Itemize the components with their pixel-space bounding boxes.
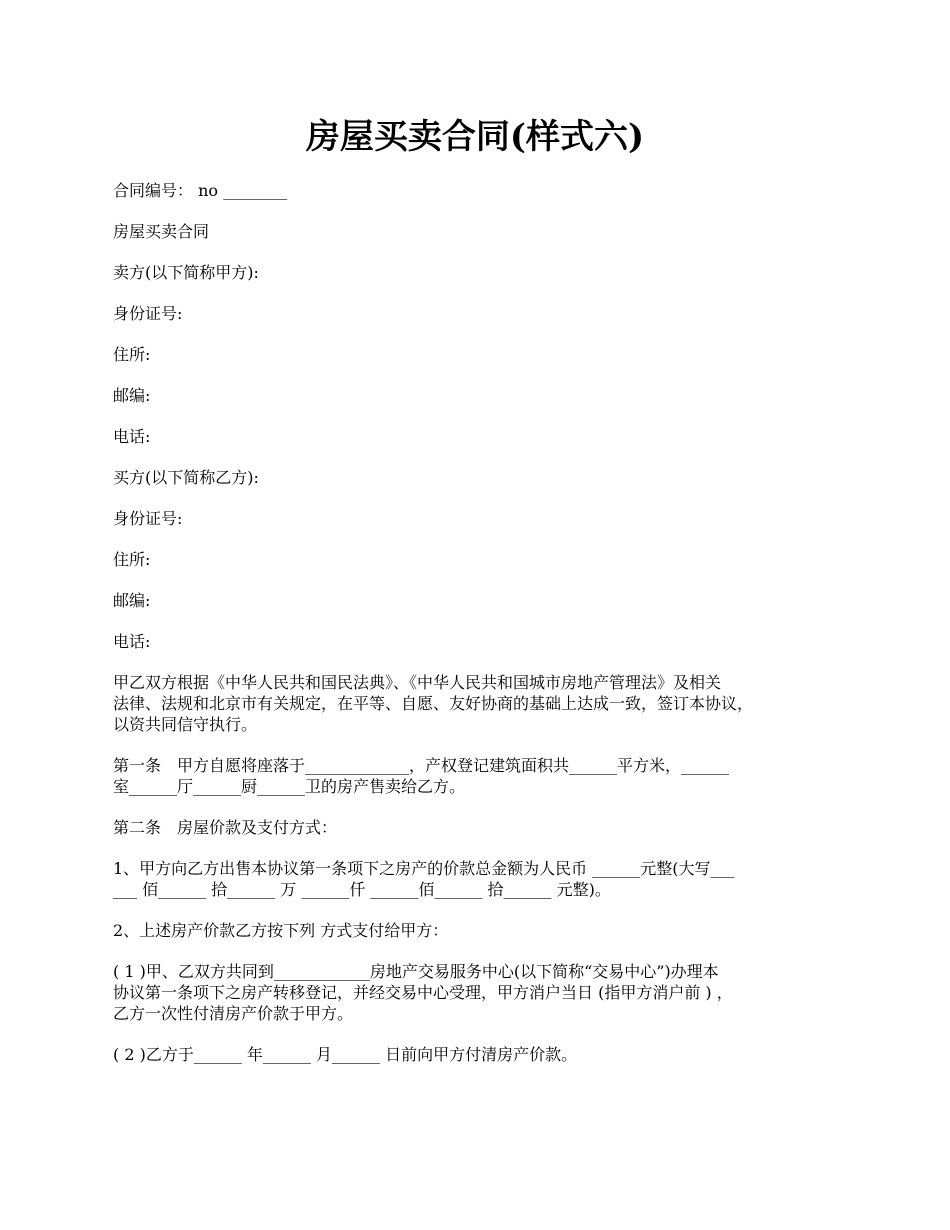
item-1-line: ___ 佰______ 拾______ 万 ______仟 ______佰______ 拾______ 元整)。 bbox=[113, 880, 611, 899]
contract-number: 合同编号： no ________ bbox=[113, 181, 288, 200]
buyer-heading: 买方(以下简称乙方): bbox=[113, 468, 259, 487]
preamble-line: 甲乙双方根据《中华人民共和国民法典》、《中华人民共和国城市房地产管理法》及相关 bbox=[113, 673, 722, 692]
article-2-heading: 第二条 房屋价款及支付方式： bbox=[113, 818, 338, 837]
article-1 bbox=[113, 755, 843, 797]
preamble-line: 法律、法规和北京市有关规定，在平等、自愿、友好协商的基础上达成一致，签订本协议， bbox=[113, 694, 754, 713]
article-2-item-2: 2、上述房产价款乙方按下列 方式支付给甲方： bbox=[113, 921, 449, 940]
option-1-line: ( 1 )甲、乙双方共同到____________房地产交易服务中心(以下简称“交易中心”)办理本 bbox=[113, 962, 719, 981]
item-1-line: 1、甲方向乙方出售本协议第一条项下之房产的价款总金额为人民币 ______元整(大写___ bbox=[113, 859, 735, 878]
seller-heading: 卖方(以下简称甲方): bbox=[113, 263, 259, 282]
preamble-line: 以资共同信守执行。 bbox=[113, 715, 258, 734]
preamble-paragraph bbox=[113, 672, 843, 735]
buyer-postcode: 邮编: bbox=[113, 591, 151, 610]
payment-option-2: ( 2 )乙方于______ 年______ 月______ 日前向甲方付清房产价款。 bbox=[113, 1045, 578, 1064]
payment-option-1 bbox=[113, 961, 843, 1024]
buyer-address: 住所: bbox=[113, 550, 151, 569]
option-1-line: 乙方一次性付清房产价款于甲方。 bbox=[113, 1004, 354, 1023]
buyer-phone: 电话: bbox=[113, 632, 151, 651]
document-body bbox=[113, 180, 843, 1085]
seller-phone: 电话: bbox=[113, 427, 151, 446]
document-title: 房屋买卖合同(样式六) bbox=[305, 117, 645, 157]
article-1-line: 第一条 甲方自愿将座落于_____________，产权登记建筑面积共______平方米，______ bbox=[113, 756, 730, 775]
seller-id-number: 身份证号: bbox=[113, 304, 183, 323]
article-1-line: 室______厅______厨______卫的房产售卖给乙方。 bbox=[113, 777, 466, 796]
seller-postcode: 邮编: bbox=[113, 386, 151, 405]
article-2-item-1 bbox=[113, 858, 843, 900]
buyer-id-number: 身份证号: bbox=[113, 509, 183, 528]
contract-subtitle: 房屋买卖合同 bbox=[113, 222, 210, 241]
option-1-line: 协议第一条项下之房产转移登记，并经交易中心受理，甲方消户当日 (指甲方消户前 ) ， bbox=[113, 983, 733, 1002]
seller-address: 住所: bbox=[113, 345, 151, 364]
